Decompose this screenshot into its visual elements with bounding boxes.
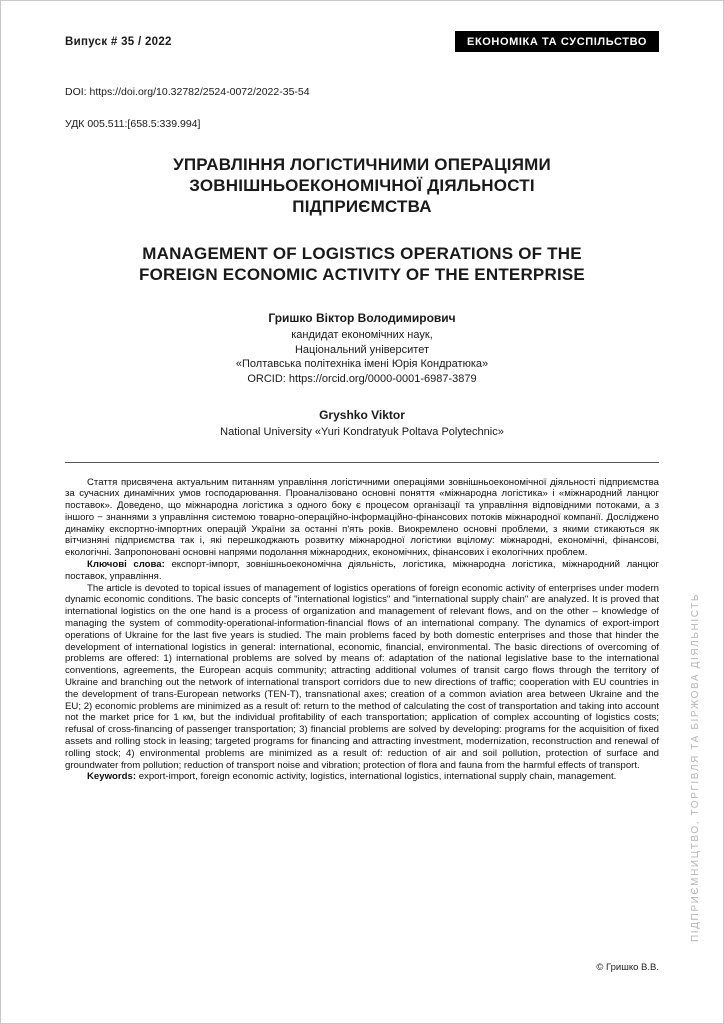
section-vertical-label: ПІДПРИЄМНИЦТВО, ТОРГІВЛЯ ТА БІРЖОВА ДІЯЛЬНІСТЬ <box>690 592 701 942</box>
page-header <box>65 31 659 52</box>
doi-text: DOI: https://doi.org/10.32782/2524-0072/2022-35-54 <box>65 86 310 98</box>
keywords-en <box>65 771 659 783</box>
journal-title-badge: ЕКОНОМІКА ТА СУСПІЛЬСТВО <box>455 31 659 52</box>
author-name-ua: Гришко Віктор Володимирович <box>268 311 456 325</box>
keywords-ua <box>65 559 659 583</box>
keywords-ua-label: Ключові слова: <box>87 559 165 571</box>
author-affiliation-en: National University «Yuri Kondratyuk Poltava Polytechnic» <box>220 426 504 438</box>
article-title-en: MANAGEMENT OF LOGISTICS OPERATIONS OF THE FOREIGN ECONOMIC ACTIVITY OF THE ENTERPRISE <box>139 244 585 284</box>
author-block-ua <box>65 311 659 386</box>
keywords-en-text: export-import, foreign economic activity, logistics, international logistics, international supply chain, management. <box>136 771 617 783</box>
abstract-ua-text: Стаття присвячена актуальним питанням управління логістичними операціями зовнішньоекономічної діяльності підприємства за сучасних динамічних умов господарювання. Проаналізовано основні поняття «міжнародна логістика» і «міжнародний ланцюг поставок». Доведено, що міжнародна логістика з одного боку є процесом організації та управління відповідними потоками, а з іншого − знаннями з управління системою товарно-операційно-інформаційно-фінансових потоків міжнародної компанії. Досліджено динаміку експортно-імпортних операцій України за останні п'ять років. Виокремлено основні проблеми, з якими стикаються як вітчизняні підприємства так і, які перешкоджають розвитку міжнародної логістики вцілому: міжнародні, економічні, фінансові, екологічні. Запропоновані основні напрями подолання міжнародних, економічних, фінансових і екологічних проблем. <box>65 476 659 559</box>
abstract-en <box>65 583 659 772</box>
author-university: Національний університет <box>294 343 429 356</box>
article-title-ua: УПРАВЛІННЯ ЛОГІСТИЧНИМИ ОПЕРАЦІЯМИ ЗОВНІШНЬОЕКОНОМІЧНОЇ ДІЯЛЬНОСТІ ПІДПРИЄМСТВА <box>173 155 551 216</box>
keywords-ua-text: експорт-імпорт, зовнішньоекономічна діяльність, логістика, міжнародна логістика, міжнародний ланцюг поставок, управління. <box>65 559 659 582</box>
keywords-en-label: Keywords: <box>87 771 137 783</box>
author-degree: кандидат економічних наук, <box>291 329 433 341</box>
copyright-text: © Гришко В.В. <box>596 962 659 973</box>
author-name-en: Gryshko Viktor <box>319 408 405 422</box>
udk-text: УДК 005.511:[658.5:339.994] <box>65 118 201 130</box>
abstract-en-text: The article is devoted to topical issues of management of logistics operations of foreign economic activity of enterprises under modern dynamic economic conditions. The basic concepts of "international logistics" and "international supply chain" are analyzed. It is proved that international logistics on the one hand is a process of organization and management of relevant flows, and on the other – knowledge of managing the system of commodity-operational-information-financial flows of an international company. The dynamics of export-import operations of Ukraine for the last five years is studied. The main problems faced by both domestic enterprises and those that hinder the development of international logistics in general: international, economic, financial, environmental. The basic directions of overcoming of problems are offered: 1) international problems are solved by means of: adaptation of the national legislative base to the international conventions, agreements, the European acquis community; attracting additional volumes of transit cargo flows through the territory of Ukraine and branching out the network of international transport corridors due to new directions of traffic; cooperation with EU countries in the development of trans-European networks (TEN-T), transnational axes; creation of a common aviation area between Ukraine and the EU; 2) economic problems are minimized as a result of: return to the method of calculating the cost of transportation and taking into account not the market price for 1 км, but the individual profitability of each transportation; application of complex accounting of logistics costs; refusal of cross-financing of passenger transportation; 3) financial problems are solved by developing: programs for the acquisition of fixed assets and rolling stock in leasing; targeted programs for financing and attracting investment, modernization, reconstruction and renewal of rolling stock; 4) environmental problems are minimized as a result of: reduction of air and soil pollution, protection of surface and groundwater from pollution; reduction of transport noise and vibration; protection of flora and fauna from the harmful effects of transport. <box>65 582 659 771</box>
orcid-text: ORCID: https://orcid.org/0000-0001-6987-3879 <box>247 372 477 385</box>
divider-line <box>65 462 659 463</box>
page-content <box>1 1 723 783</box>
author-university-name: «Полтавська політехніка імені Юрія Кондратюка» <box>235 358 489 370</box>
abstract-ua <box>65 477 659 560</box>
issue-label: Випуск # 35 / 2022 <box>65 35 172 48</box>
author-block-en <box>65 408 659 440</box>
